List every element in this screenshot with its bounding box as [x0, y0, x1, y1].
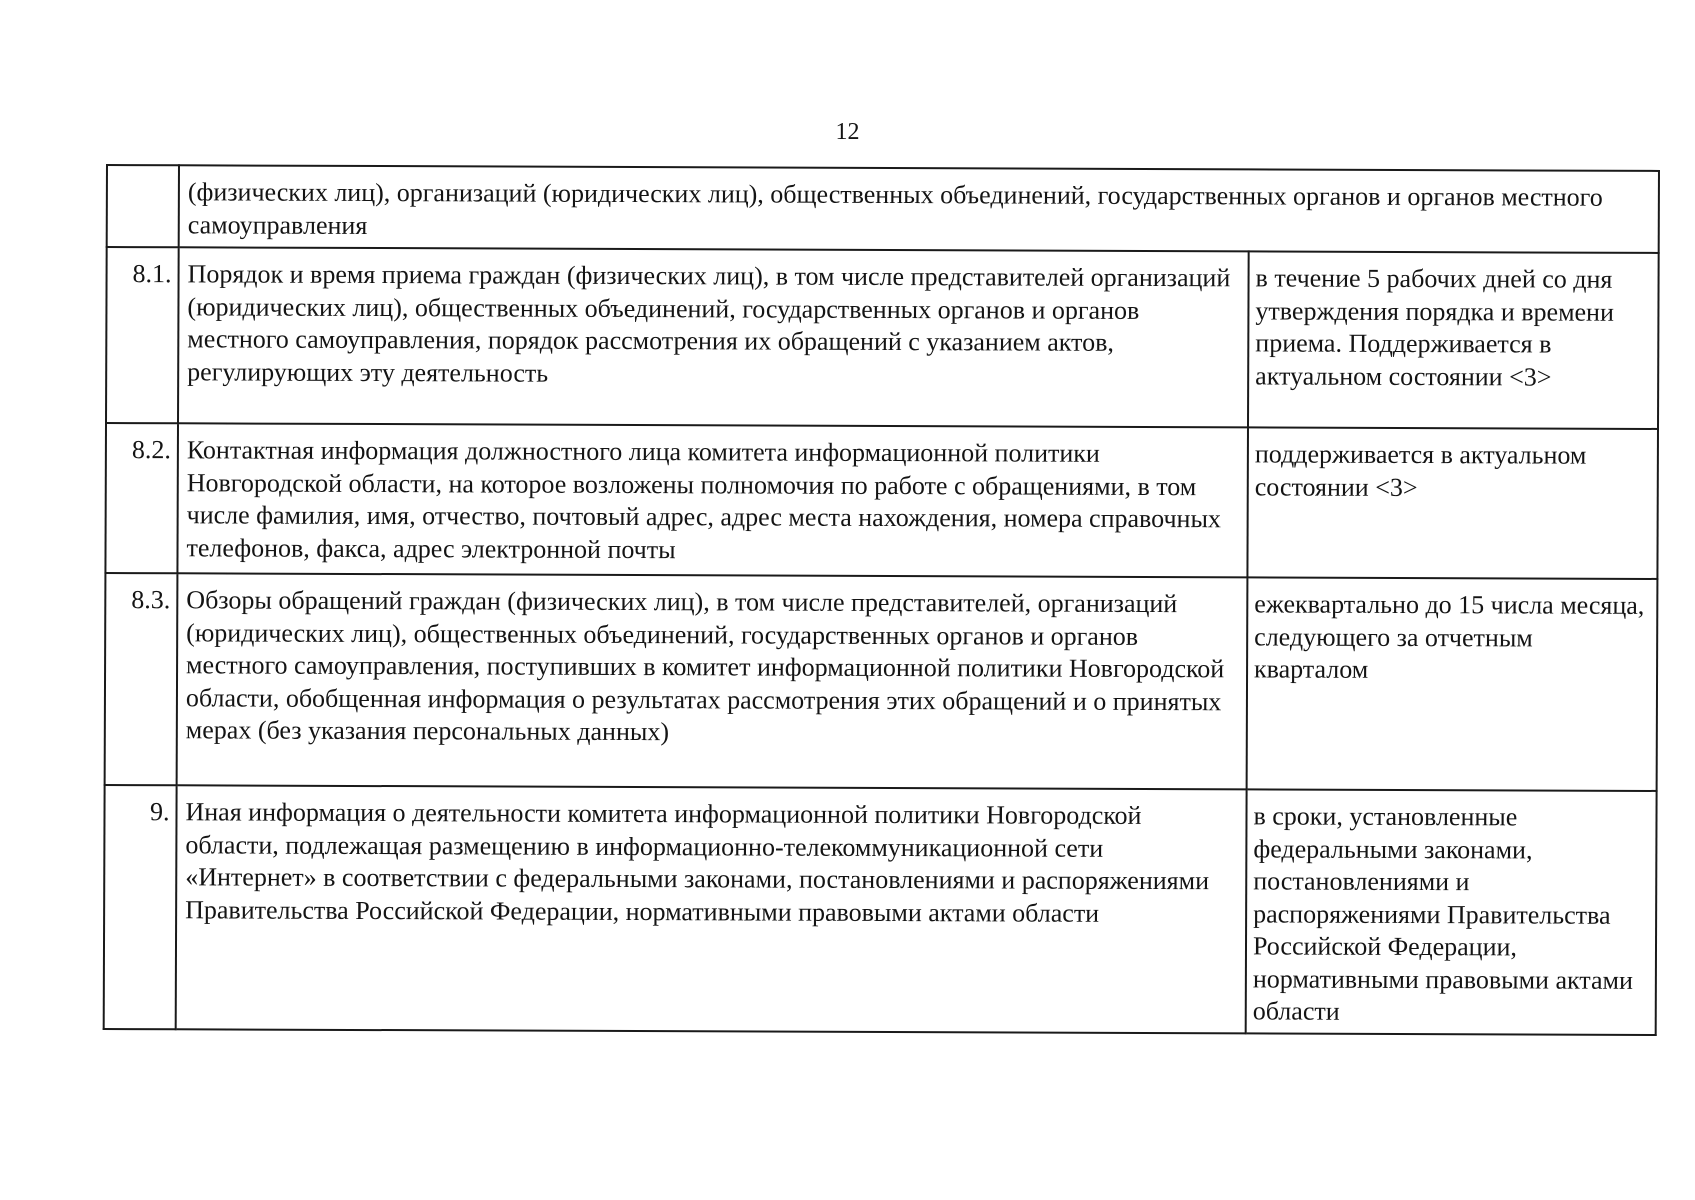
row-deadline: ежеквартально до 15 числа месяца, следующего за отчетным кварталом — [1247, 577, 1658, 791]
row-deadline: в сроки, установленные федеральными законами, постановлениями и распоряжениями Правительства Российской Федерации, нормативными правовыми актами области — [1246, 789, 1657, 1034]
continuation-text: (физических лиц), организаций (юридических лиц), общественных объединений, государственных органов и органов местного самоуправления — [179, 165, 1659, 253]
table-row — [105, 423, 1658, 579]
row-description: Иная информация о деятельности комитета информационной политики Новгородской области, подлежащая размещению в информационно-телекоммуникационной сети «Интернет» в соответствии с федеральными законами, постановлениями и распоряжениями Правительства Российской Федерации, нормативными правовыми актами области — [176, 785, 1247, 1033]
row-number: 8.3. — [105, 573, 178, 785]
row-number: 8.1. — [106, 247, 179, 423]
row-number: 9. — [104, 785, 177, 1029]
row-description: Обзоры обращений граждан (физических лиц), в том числе представителей, организаций (юридических лиц), общественных объединений, государственных органов и органов местного самоуправления, поступивших в комитет информационной политики Новгородской области, обобщенная информация о результатах рассмотрения этих обращений и о принятых мерах (без указания персональных данных) — [177, 573, 1248, 789]
table-row-continuation — [107, 165, 1659, 253]
row-number-cell — [107, 165, 179, 247]
row-description: Порядок и время приема граждан (физических лиц), в том числе представителей организаций (юридических лиц), общественных объединений, государственных органов и органов местного самоуправления, порядок рассмотрения их обращений с указанием актов, регулирующих эту деятельность — [178, 247, 1249, 427]
row-deadline: в течение 5 рабочих дней со дня утверждения порядка и времени приема. Поддерживается в актуальном состоянии <3> — [1248, 251, 1659, 429]
table-row — [105, 573, 1658, 791]
row-deadline: поддерживается в актуальном состоянии <3> — [1247, 427, 1658, 579]
document-table — [103, 164, 1660, 1035]
table-row — [106, 247, 1659, 429]
row-number: 8.2. — [105, 423, 178, 573]
page-number: 12 — [835, 119, 860, 145]
row-description: Контактная информация должностного лица комитета информационной политики Новгородской области, на которое возложены полномочия по работе с обращениями, в том числе фамилия, имя, отчество, почтовый адрес, адрес места нахождения, номера справочных телефонов, факса, адрес электронной почты — [177, 423, 1248, 577]
table-row — [104, 785, 1657, 1034]
